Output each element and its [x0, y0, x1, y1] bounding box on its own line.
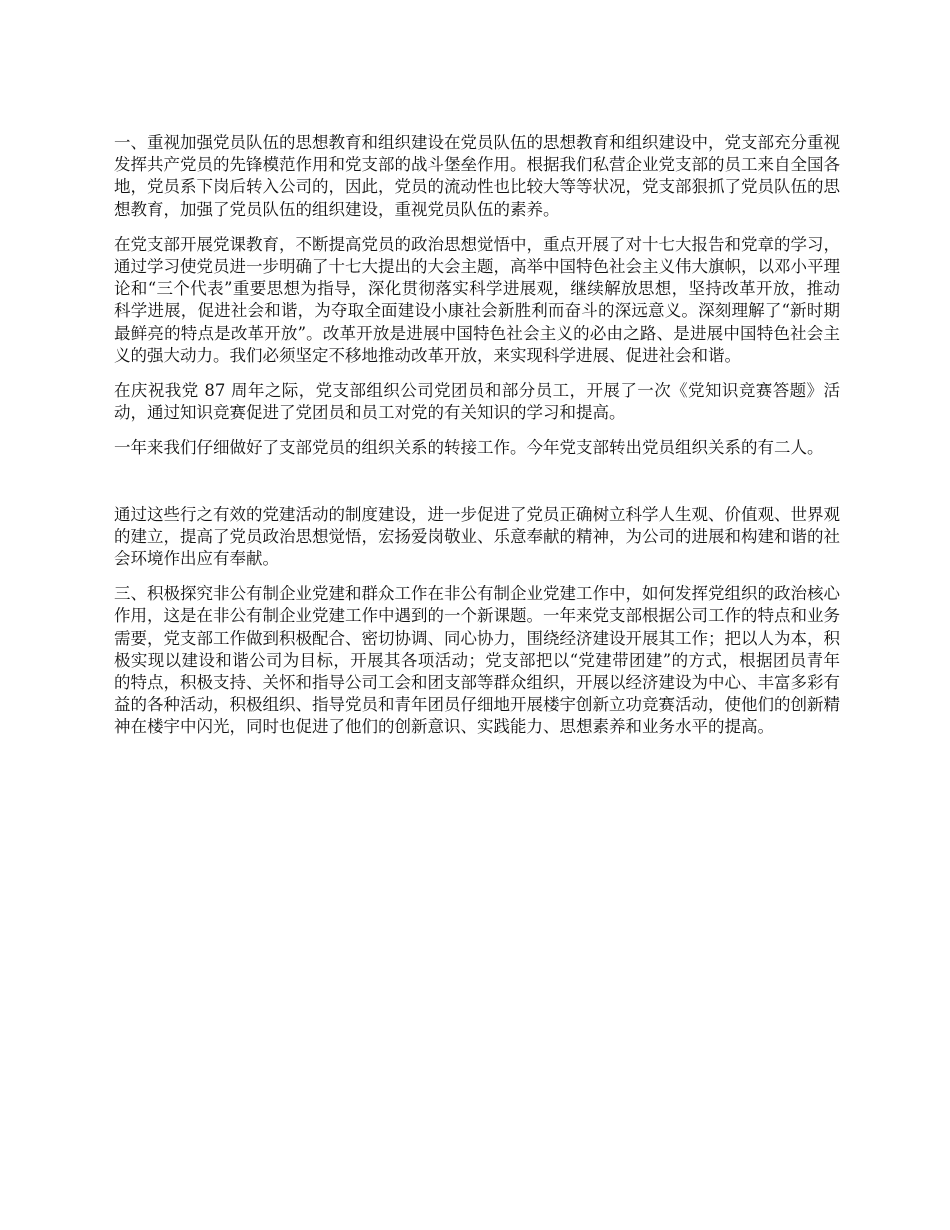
document-body	[114, 132, 840, 752]
paragraph-party-lessons: 在党支部开展党课教育，不断提高党员的政治思想觉悟中，重点开展了对十七大报告和党章的学习，通过学习使党员进一步明确了十七大提出的大会主题，高举中国特色社会主义伟大旗帜，以邓小平理论和“三个代表”重要思想为指导，深化贯彻落实科学进展观，继续解放思想，坚持改革开放，推动科学进展，促进社会和谐，为夺取全面建设小康社会新胜利而奋斗的深远意义。深刻理解了“新时期最鲜亮的特点是改革开放”。改革开放是进展中国特色社会主义的必由之路、是进展中国特色社会主义的强大动力。我们必须坚定不移地推动改革开放，来实现科学进展、促进社会和谐。	[114, 234, 840, 365]
paragraph-membership-transfer: 一年来我们仔细做好了支部党员的组织关系的转接工作。今年党支部转出党员组织关系的有二人。	[114, 438, 824, 458]
paragraph-party-member-education: 一、重视加强党员队伍的思想教育和组织建设在党员队伍的思想教育和组织建设中，党支部充分重视发挥共产党员的先锋模范作用和党支部的战斗堡垒作用。根据我们私营企业党支部的员工来自全国各地，党员系下岗后转入公司的，因此，党员的流动性也比较大等等状况，党支部狠抓了党员队伍的思想教育，加强了党员队伍的组织建设，重视党员队伍的素养。	[114, 133, 840, 219]
paragraph-nonpublic-enterprise-party-work: 三、积极探究非公有制企业党建和群众工作在非公有制企业党建工作中，如何发挥党组织的政治核心作用，这是在非公有制企业党建工作中遇到的一个新课题。一年来党支部根据公司工作的特点和业务需要，党支部工作做到积极配合、密切协调、同心协力，围绕经济建设开展其工作；把以人为本，积极实现以建设和谐公司为目标，开展其各项活动；党支部把以“党建带团建”的方式，根据团员青年的特点，积极支持、关怀和指导公司工会和团支部等群众组织，开展以经济建设为中心、丰富多彩有益的各种活动，积极组织、指导党员和青年团员仔细地开展楼宇创新立功竞赛活动，使他们的创新精神在楼宇中闪光，同时也促进了他们的创新意识、实践能力、思想素养和业务水平的提高。	[114, 584, 840, 737]
section-gap	[114, 473, 840, 504]
paragraph-knowledge-contest: 在庆祝我党 87 周年之际，党支部组织公司党团员和部分员工，开展了一次《党知识竞赛答题》活动，通过知识竞赛促进了党团员和员工对党的有关知识的学习和提高。	[114, 381, 840, 423]
paragraph-activity-outcomes: 通过这些行之有效的党建活动的制度建设，进一步促进了党员正确树立科学人生观、价值观、世界观的建立，提高了党员政治思想觉悟，宏扬爱岗敬业、乐意奉献的精神，为公司的进展和构建和谐的社会环境作出应有奉献。	[114, 504, 840, 569]
